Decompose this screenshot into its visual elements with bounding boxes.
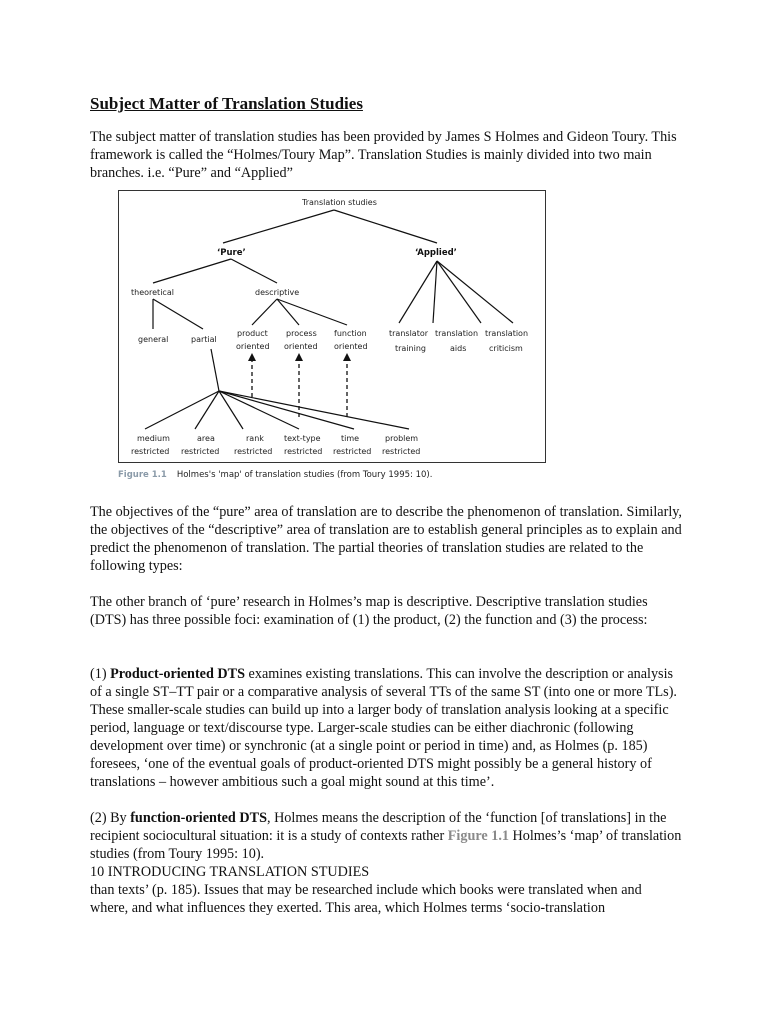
node-criticism: criticism: [489, 344, 523, 353]
node-problem-restricted: restricted: [382, 447, 421, 456]
paragraph-objectives: The objectives of the “pure” area of translation are to describe the phenomenon of translation. Similarly, the objectives of the “descriptive” area of translation are to establish general principles as to explain and predict the phenomenon of translation. The partial theories of translation studies are related to the following types:: [90, 504, 682, 574]
holmes-map-figure: [118, 190, 546, 463]
paragraph-product-oriented: [90, 665, 682, 791]
node-function: function: [334, 329, 367, 338]
node-aids: aids: [450, 344, 467, 353]
node-pure: ‘Pure’: [217, 248, 246, 258]
node-area: area: [197, 434, 215, 443]
node-function-oriented: oriented: [334, 342, 368, 351]
node-translation-aids: translation: [435, 329, 479, 338]
edge-root-applied: [334, 210, 437, 243]
paragraph-function-body: , Holmes means the description of the ‘function [of translations] in the recipient sociocultural situation: it is a study of contexts rather: [90, 810, 667, 844]
edge-pure-theoretical: [153, 259, 231, 283]
node-rank: rank: [246, 434, 264, 443]
paragraph-socio-translation: than texts’ (p. 185). Issues that may be researched include which books were translated when and where, and what influences they exerted. This area, which Holmes terms ‘socio-translation: [90, 882, 642, 916]
edge-theoretical-partial: [153, 299, 203, 329]
edge-root-pure: [223, 210, 334, 243]
node-area-restricted: restricted: [181, 447, 220, 456]
intro-paragraph: The subject matter of translation studies has been provided by James S Holmes and Gideon Toury. This framework is called the “Holmes/Toury Map”. Translation Studies is mainly divided into two main branches. i.e. “Pure” and “Applied”: [90, 129, 677, 181]
node-descriptive: descriptive: [255, 288, 300, 297]
paragraph-function-end: Holmes’s ‘map’ of translation studies (from Toury 1995: 10).: [90, 828, 682, 862]
node-theoretical: theoretical: [131, 288, 174, 297]
node-translator-training: training: [395, 344, 426, 353]
running-head: 10 INTRODUCING TRANSLATION STUDIES: [90, 864, 370, 880]
node-translation-studies: Translation studies: [302, 198, 377, 207]
paragraph-product-lead: (1): [90, 666, 111, 682]
paragraph-function-oriented: [90, 809, 682, 863]
node-translator: translator: [389, 329, 429, 338]
edge-applied-aids: [433, 261, 437, 323]
paragraph-function-lead: (2) By: [90, 810, 131, 826]
node-process: process: [286, 329, 317, 338]
figure-caption-text: Holmes's 'map' of translation studies (from Toury 1995: 10).: [176, 470, 433, 480]
node-medium-restricted: restricted: [131, 447, 170, 456]
term-product-oriented-dts: Product-oriented DTS: [110, 666, 245, 682]
edge-pure-descriptive: [231, 259, 277, 283]
edge-partial-hub: [211, 349, 219, 391]
paragraph-product-body: examines existing translations. This can involve the description or analysis of a single ST–TT pair or a comparative analysis of several TTs of the same ST (into one or more TLs). These smaller-scale studies can build up into a larger body of translation analysis looking at a specific period, language or text/discourse type. Larger-scale studies can be either diachronic (following development over time) or synchronic (at a single point or period in time) and, as Holmes (p. 185) foresees, ‘one of the eventual goals of product-oriented DTS might possibly be a general history of translations – however ambitious such a goal might sound at this time’.: [90, 666, 677, 790]
node-product: product: [237, 329, 268, 338]
page-title: Subject Matter of Translation Studies: [90, 94, 363, 113]
node-product-oriented: oriented: [236, 342, 270, 351]
edge-hub-problem: [219, 391, 409, 429]
paragraph-dts-branch: The other branch of ‘pure’ research in Holmes’s map is descriptive. Descriptive translation studies (DTS) has three possible foci: examination of (1) the product, (2) the function and (3) the process:: [90, 594, 648, 628]
node-time-restricted: restricted: [333, 447, 372, 456]
node-process-oriented: oriented: [284, 342, 318, 351]
figure-reference: Figure 1.1: [447, 828, 509, 844]
node-text-type-restricted: restricted: [284, 447, 323, 456]
node-rank-restricted: restricted: [234, 447, 273, 456]
term-function-oriented-dts: function-oriented DTS: [130, 810, 267, 826]
node-medium: medium: [137, 434, 170, 443]
edge-hub-medium: [145, 391, 219, 429]
figure-caption: [118, 470, 432, 480]
holmes-map-diagram: [119, 191, 547, 464]
edge-descriptive-product: [252, 299, 277, 325]
node-applied: ‘Applied’: [415, 248, 457, 258]
edge-applied-translator: [399, 261, 437, 323]
node-time: time: [341, 434, 360, 443]
node-text-type: text-type: [284, 434, 321, 443]
node-translation-criticism: translation: [485, 329, 529, 338]
node-partial: partial: [191, 335, 217, 344]
node-problem: problem: [385, 434, 419, 443]
figure-caption-label: Figure 1.1: [118, 470, 167, 480]
node-general: general: [138, 335, 169, 344]
